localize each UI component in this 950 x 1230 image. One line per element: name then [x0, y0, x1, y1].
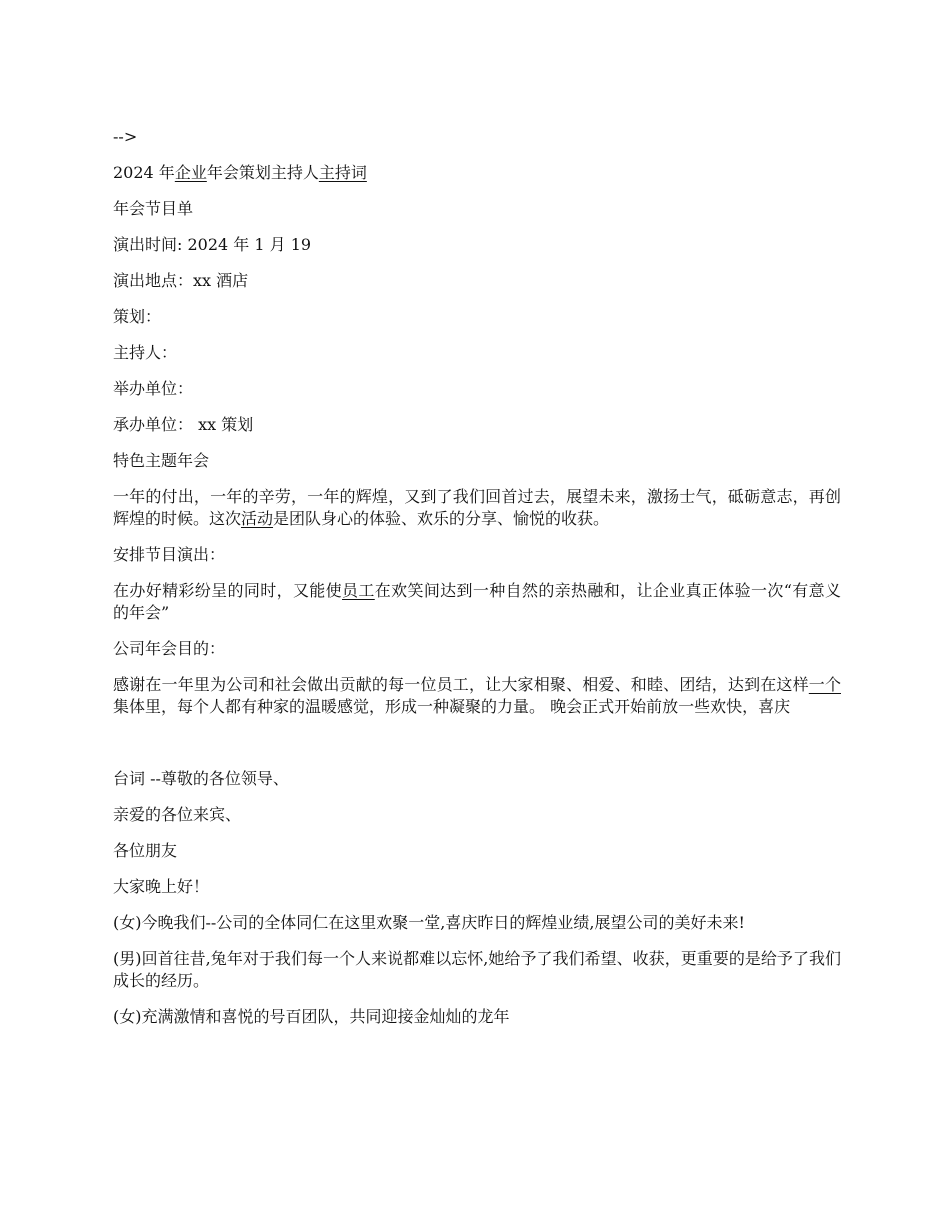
show-place: 演出地点：xx 酒店	[113, 271, 249, 290]
arrange-heading: 安排节目演出：	[113, 545, 226, 564]
speech-line-2: 亲爱的各位来宾、	[113, 805, 242, 824]
comment-marker: -->	[113, 127, 138, 146]
theme-heading: 特色主题年会	[113, 451, 210, 470]
speech-line-3: 各位朋友	[113, 841, 178, 860]
link-enterprise[interactable]: 企业	[174, 163, 207, 182]
link-activity[interactable]: 活动	[241, 509, 274, 528]
document-page	[113, 126, 841, 1042]
link-one[interactable]: 一个	[808, 675, 841, 694]
purpose-paragraph: 感谢在一年里为公司和社会做出贡献的每一位员工，让大家相聚、相爱、和睦、团结，达到在这样一个集体里，每个人都有种家的温暖感觉，形成一种凝聚的力量。 晚会正式开始前放一些欢快，喜庆	[113, 675, 841, 716]
speech-line-6: (男)回首往昔,兔年对于我们每一个人来说都难以忘怀,她给予了我们希望、收获，更重要的是给予了我们成长的经历。	[113, 949, 841, 990]
paragraph-gap	[113, 732, 841, 768]
speech-line-4: 大家晚上好！	[113, 877, 210, 896]
link-host-speech[interactable]: 主持词	[318, 163, 367, 182]
planning-label: 策划：	[113, 307, 162, 326]
document-title: 2024 年企业年会策划主持人主持词	[113, 163, 367, 182]
show-time: 演出时间: 2024 年 1 月 19	[113, 235, 312, 254]
speech-line-7: (女)充满激情和喜悦的号百团队，共同迎接金灿灿的龙年	[113, 1007, 510, 1026]
intro-paragraph: 一年的付出，一年的辛劳，一年的辉煌，又到了我们回首过去，展望未来，激扬士气，砥砺意志，再创辉煌的时候。这次活动是团队身心的体验、欢乐的分享、愉悦的收获。	[113, 487, 841, 528]
program-list-heading: 年会节目单	[113, 199, 194, 218]
arrange-paragraph: 在办好精彩纷呈的同时，又能使员工在欢笑间达到一种自然的亲热融和，让企业真正体验一次“有意义的年会”	[113, 581, 841, 622]
organizer-label: 举办单位：	[113, 379, 194, 398]
purpose-heading: 公司年会目的：	[113, 639, 226, 658]
speech-line-5: (女)今晚我们--公司的全体同仁在这里欢聚一堂,喜庆昨日的辉煌业绩,展望公司的美好未来!	[113, 913, 745, 932]
undertaker-label: 承办单位： xx 策划	[113, 415, 254, 434]
link-employee[interactable]: 员工	[342, 581, 375, 600]
speech-line-1: 台词 --尊敬的各位领导、	[113, 769, 289, 788]
host-label: 主持人：	[113, 343, 178, 362]
